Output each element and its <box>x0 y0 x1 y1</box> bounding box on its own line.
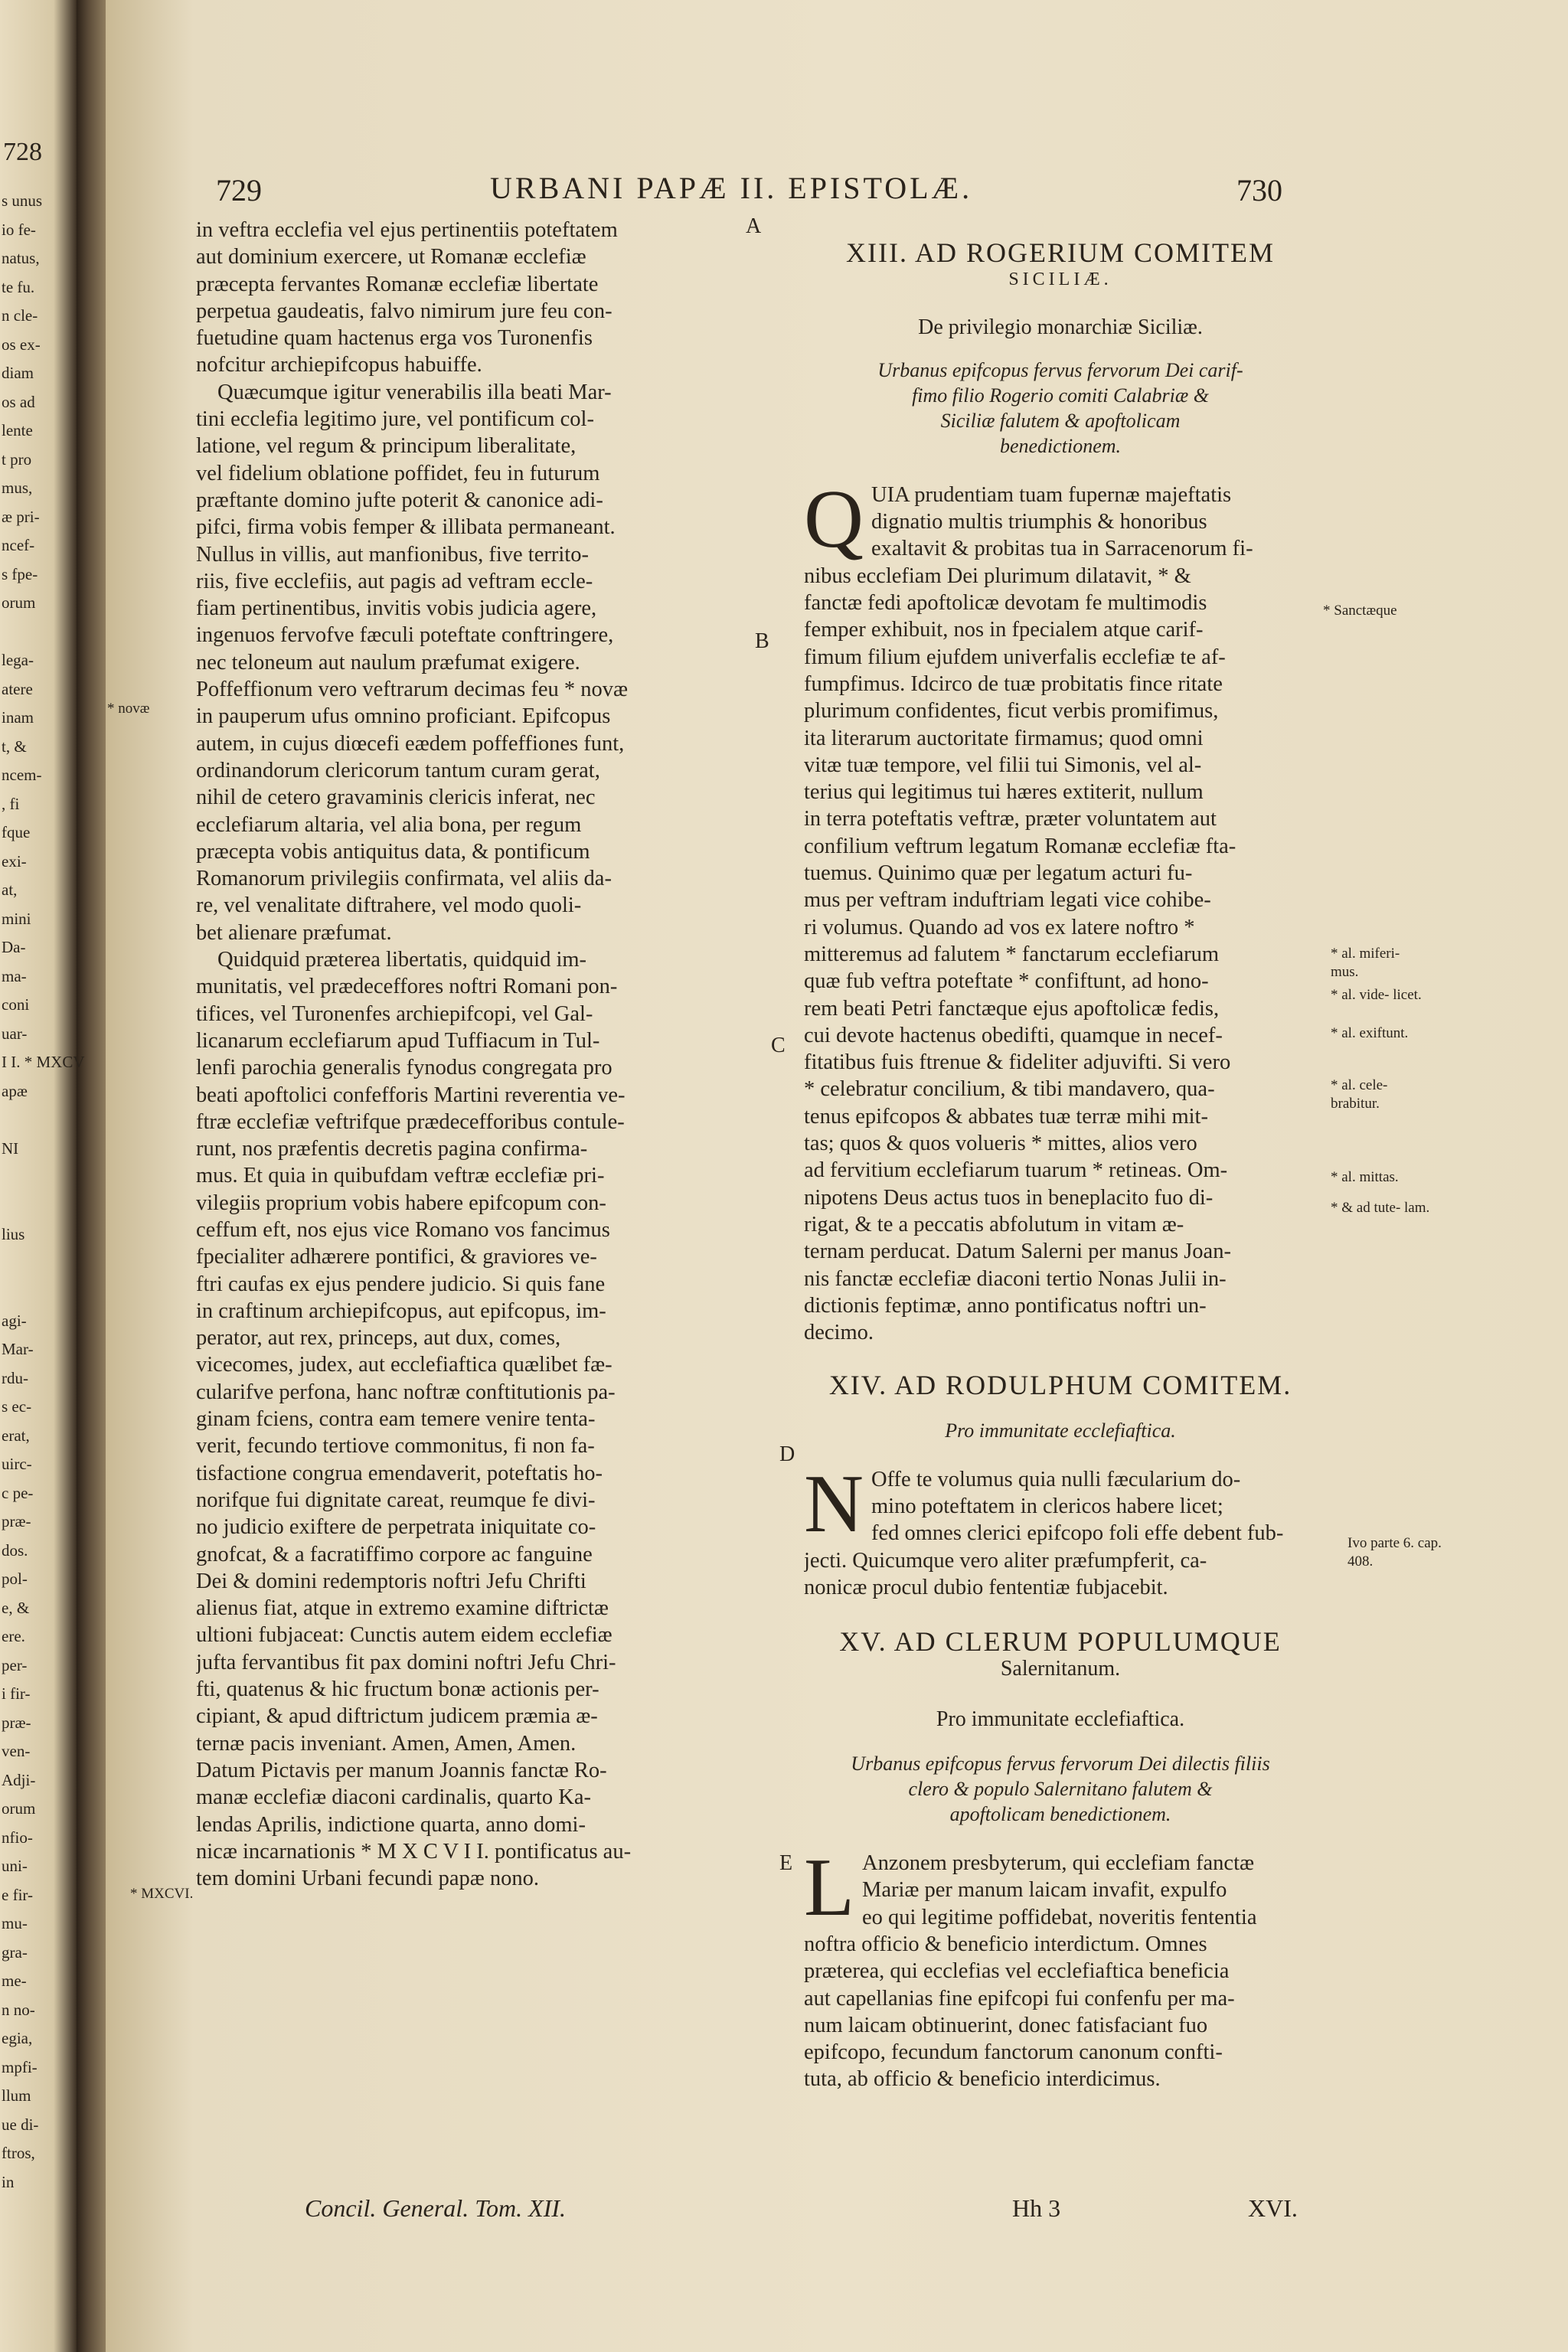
text-line: fanctæ fedi apoftolicæ devotam fe multimodis <box>804 591 1207 616</box>
text-line: munitatis, vel prædeceffores noftri Romani pon- <box>196 975 618 999</box>
text-line: perpetua gaudeatis, falvo nimirum jure feu con- <box>196 299 612 323</box>
margin-letter-c: C <box>771 1034 786 1057</box>
left-page-fragment: agi- <box>2 1311 27 1330</box>
salutation-line: Urbanus epifcopus fervus fervorum Dei carif- <box>877 358 1243 381</box>
text-line: epifcopo, fecundum fanctorum canonum confti- <box>804 2040 1223 2065</box>
column-right <box>804 237 1317 2093</box>
margin-letter-e: E <box>779 1851 793 1875</box>
left-page-fragment: io fe- <box>2 220 36 239</box>
margin-note-ivo: Ivo parte 6. cap. 408. <box>1348 1535 1442 1570</box>
left-page-fragment: lente <box>2 421 33 439</box>
text-line: ingenuos fervofve fæculi poteftate conftringere, <box>196 623 614 648</box>
text-line: lenfi parochia generalis fynodus congregata pro <box>196 1056 612 1080</box>
left-page-fragment: ue di- <box>2 2115 39 2134</box>
text-line: in veftra ecclefia vel ejus pertinentiis poteftatem <box>196 218 618 242</box>
text-line: tas; quos & quos volueris * mittes, alios vero <box>804 1132 1197 1156</box>
margin-note-novae: * novæ <box>107 701 150 717</box>
text-line: re, vel venalitate diftrahere, vel modo quoli- <box>196 893 582 918</box>
margin-note-5: * al. cele- brabitur. <box>1331 1077 1388 1112</box>
text-line: fimum filium ejufdem univerfalis ecclefiæ te af- <box>804 645 1226 669</box>
left-page-fragment: orum <box>2 593 36 612</box>
dropcap-n: N <box>804 1458 864 1550</box>
left-page-fragment: præ- <box>2 1512 31 1530</box>
text-line: præftante domino jufte poterit & canonice adi- <box>196 488 603 512</box>
column-left <box>196 217 741 1892</box>
text-line: ternam perducat. Datum Salerni per manus Joan- <box>804 1240 1231 1264</box>
margin-note-2: * al. miferi- mus. <box>1331 946 1400 980</box>
left-page-fragment: e, & <box>2 1598 30 1617</box>
left-page-fragment: t pro <box>2 449 32 469</box>
left-page-fragment: n cle- <box>2 306 38 325</box>
text-line: Poffeffionum vero veftrarum decimas feu * novæ <box>196 678 629 702</box>
text-line: fti, quatenus & hic fructum bonæ actionis per- <box>196 1677 599 1702</box>
text-line: UIA prudentiam tuam fupernæ majeftatis <box>871 482 1232 507</box>
text-line: nipotens Deus actus tuos in beneplacito fuo di- <box>804 1185 1214 1210</box>
text-line: Anzonem presbyterum, qui ecclefiam fanctæ <box>861 1851 1254 1876</box>
text-line: Offe te volumus quia nulli fæcularium do- <box>871 1467 1241 1491</box>
salutation-line: fimo filio Rogerio comiti Calabriæ & <box>912 384 1209 407</box>
margin-note-3: * al. vide- licet. <box>1331 987 1422 1003</box>
text-line: runt, nos præfentis decretis pagina confirma- <box>196 1137 588 1161</box>
text-line: fitatibus fuis ftrenue & fideliter adjuvifti. Si vero <box>804 1050 1231 1075</box>
text-line: quæ fub veftra poteftate * confiftunt, ad hono- <box>804 969 1209 994</box>
left-page-fragment: mpfi- <box>2 2057 38 2076</box>
left-page-fragment: ma- <box>2 966 27 985</box>
text-line: mitteremus ad falutem * fanctarum ecclefiarum <box>804 942 1220 966</box>
text-line: manæ ecclefiæ diaconi cardinalis, quarto Ka- <box>196 1785 591 1810</box>
left-page-fragment: gra- <box>2 1942 28 1962</box>
left-page-fragment: Mar- <box>2 1340 34 1358</box>
text-line: alienus fiat, atque in extremo examine diftrictæ <box>196 1596 609 1621</box>
left-page-fragment: ven- <box>2 1742 31 1760</box>
text-line: verit, fecundo tertiove commonitus, fi non fa- <box>196 1434 595 1459</box>
text-line: nibus ecclefiam Dei plurimum dilatavit, * & <box>804 564 1191 588</box>
text-line: ita literarum auctoritate firmamus; quod omni <box>804 726 1204 750</box>
text-line: * celebratur concilium, & tibi mandavero, qua- <box>804 1077 1215 1102</box>
left-page-fragment: coni <box>2 995 30 1014</box>
left-page-fragment: me- <box>2 1971 27 1990</box>
text-line: ftræ ecclefiæ veftrifque prædecefforibus contule- <box>196 1109 625 1134</box>
left-page-fragment: at, <box>2 880 18 899</box>
text-line: rigat, & te a peccatis abfolutum in vitam æ- <box>804 1212 1184 1236</box>
left-page-fragment: per- <box>2 1655 28 1674</box>
left-page-fragment: NI <box>2 1138 19 1158</box>
left-page-fragment: inam <box>2 708 34 727</box>
text-line: nonicæ procul dubio fententiæ fubjacebit. <box>804 1575 1168 1599</box>
left-page-fragment: fque <box>2 823 31 841</box>
text-line: lendas Aprilis, indictione quarta, anno domi- <box>196 1812 586 1837</box>
text-line: bet alienare præfumat. <box>196 920 392 945</box>
page-number-right: 730 <box>1236 173 1282 207</box>
left-page-fragment: ncef- <box>2 536 35 554</box>
left-page-fragment: os ad <box>2 392 35 411</box>
text-line: aut capellanias fine epifcopi fui confenfu per ma- <box>804 1986 1235 2011</box>
text-line: vicecomes, judex, aut ecclefiaftica quælibet fæ- <box>196 1353 612 1377</box>
left-page-fragment: æ pri- <box>2 507 40 526</box>
text-line: num laicam obtinuerint, donec fatisfaciant fuo <box>804 2013 1208 2037</box>
left-page-fragment: Adji- <box>2 1770 36 1789</box>
section-15-salutation <box>804 1751 1317 1827</box>
text-line: Dei & domini redemptoris noftri Jefu Chrifti <box>196 1569 586 1593</box>
text-line: ultioni fubjaceat: Cunctis autem eidem ecclefiæ <box>196 1623 612 1648</box>
left-page-fragment: i fir- <box>2 1684 31 1703</box>
left-page-fragment: præ- <box>2 1713 31 1732</box>
text-line: terius qui legitimus tui hæres extiterit, nullum <box>804 780 1204 805</box>
left-page-fragment: os ex- <box>2 335 41 354</box>
margin-note-1: * Sanctæque <box>1323 603 1397 619</box>
text-line: nec teloneum aut naulum præfumat exigere. <box>196 650 580 675</box>
text-line: eo qui legitime poffidebat, noveritis fententia <box>861 1905 1257 1929</box>
left-page-fragment: mus, <box>2 479 33 497</box>
text-line: præcepta fervantes Romanæ ecclefiæ libertate <box>196 272 599 296</box>
text-line: ecclefiarum altaria, vel alia bona, per regum <box>196 812 582 837</box>
text-line: fed omnes clerici epifcopo foli effe debent fub- <box>871 1521 1284 1546</box>
left-page-fragment: egia, <box>2 2029 33 2047</box>
text-line: in terra poteftatis veftræ, præter voluntatem aut <box>804 807 1217 831</box>
left-page-fragment: rdu- <box>2 1368 28 1387</box>
left-page-fragment: s ec- <box>2 1397 32 1416</box>
section-15-body <box>804 1842 1317 2093</box>
text-line: ceffum eft, nos ejus vice Romano vos fancimus <box>196 1217 610 1242</box>
text-line: perator, aut rex, princeps, aut dux, comes, <box>196 1326 561 1351</box>
margin-note-6: * al. mittas. <box>1331 1169 1399 1185</box>
left-page-fragment: llum <box>2 2086 31 2105</box>
text-line: præterea, qui ecclefias vel ecclefiaftica beneficia <box>804 1959 1230 1984</box>
text-line: vitæ tuæ tempore, vel filii tui Simonis, vel al- <box>804 753 1202 777</box>
left-page-fragment: natus, <box>2 249 40 267</box>
text-line: tifices, vel Turonenfes archiepifcopi, vel Gal- <box>196 1001 593 1026</box>
text-line: fumpfimus. Idcirco de tuæ probitatis fince ritate <box>804 671 1223 696</box>
left-page-fragment: pol- <box>2 1570 28 1588</box>
left-page-fragment: ere. <box>2 1627 25 1645</box>
text-line: Nullus in villis, aut manfionibus, five territo- <box>196 542 589 567</box>
text-line: fuetudine quam hactenus erga vos Turonenfis <box>196 326 593 351</box>
left-page-fragment: te fu. <box>2 277 35 296</box>
section-13-body <box>804 473 1317 1347</box>
left-page-fragment: uni- <box>2 1857 28 1875</box>
left-page-fragment: mini <box>2 909 31 928</box>
text-line: cularifve perfona, hanc noftræ conftitutionis pa- <box>196 1380 616 1404</box>
book-spine <box>77 0 106 2352</box>
text-line: jecti. Quicumque vero aliter præfumpferit, ca- <box>804 1548 1207 1573</box>
text-line: nihil de cetero gravaminis clericis inferat, nec <box>196 786 596 810</box>
left-page-fragment: orum <box>2 1799 36 1818</box>
left-page-fragment: dos. <box>2 1540 28 1560</box>
text-line: in craftinum archiepifcopus, aut epifcopus, im- <box>196 1298 606 1323</box>
left-page-fragment: lega- <box>2 651 34 669</box>
margin-letter-a: A <box>746 214 762 238</box>
footer-volume: Concil. General. Tom. XII. <box>305 2194 567 2222</box>
left-page-fragment: uirc- <box>2 1455 32 1473</box>
left-page-fragment: apæ <box>2 1081 28 1100</box>
left-page-fragment: uar- <box>2 1024 28 1043</box>
left-page-fragment: ncem- <box>2 766 42 784</box>
text-line: tuta, ab officio & beneficio interdicimus. <box>804 2067 1161 2092</box>
text-line: jufta fervantibus fit pax domini noftri Jefu Chri- <box>196 1650 616 1674</box>
text-line: ftri caufas ex ejus pendere judicio. Si quis fane <box>196 1272 606 1296</box>
text-line: vilegiis proprium vobis habere epifcopum con- <box>196 1191 606 1215</box>
text-line: pifci, firma vobis femper & illibata permaneant. <box>196 515 616 540</box>
salutation-line: clero & populo Salernitano falutem & <box>908 1778 1213 1801</box>
text-line: nicæ incarnationis * M X C V I I. pontificatus au- <box>196 1839 632 1864</box>
left-page-fragment: mu- <box>2 1914 28 1932</box>
left-page-fragment: Da- <box>2 938 26 956</box>
text-line: decimo. <box>804 1321 874 1345</box>
left-page-fragment: lius <box>2 1225 25 1243</box>
footer-catchword: XVI. <box>1248 2194 1298 2222</box>
dropcap-l: L <box>804 1842 854 1934</box>
left-page-fragment: ftros, <box>2 2144 35 2162</box>
text-line: femper exhibuit, nos in fpecialem atque carif- <box>804 618 1204 642</box>
text-line: ternæ pacis inveniant. Amen, Amen, Amen. <box>196 1731 577 1756</box>
text-line: præcepta vobis antiquitus data, & pontificum <box>196 839 590 864</box>
text-line: tini ecclefia legitimo jure, vel pontificum col- <box>196 407 594 432</box>
footer-signature: Hh 3 <box>1012 2194 1061 2222</box>
text-line: Quidquid præterea libertatis, quidquid im- <box>217 948 587 972</box>
salutation-line: Urbanus epifcopus fervus fervorum Dei dilectis filiis <box>851 1753 1270 1775</box>
text-line: cui devote hactenus obedifti, quamque in necef- <box>804 1023 1223 1047</box>
text-line: ginam fciens, contra eam temere venire tenta- <box>196 1407 596 1432</box>
text-line: licanarum ecclefiarum apud Tuffiacum in Tul- <box>196 1028 600 1053</box>
text-line: riis, five ecclefiis, aut pagis ad veftram eccle- <box>196 569 593 593</box>
text-line: autem, in cujus diœcefi eædem poffeffiones funt, <box>196 731 625 756</box>
text-line: fpecialiter adhærere pontifici, & graviores ve- <box>196 1245 597 1269</box>
text-line: rem beati Petri fanctæque ejus apoftolicæ fedis, <box>804 996 1220 1021</box>
left-page-fragment: , fi <box>2 794 20 813</box>
text-line: ordinandorum clericorum tantum curam gerat, <box>196 758 600 782</box>
text-line: exaltavit & probitas tua in Sarracenorum fi- <box>871 537 1253 561</box>
text-line: ad fervitium ecclefiarum tuarum * retineas. Om- <box>804 1158 1228 1183</box>
left-page-fragment: c pe- <box>2 1483 34 1502</box>
left-page-fragment: atere <box>2 679 33 698</box>
text-line: gnofcat, & a facratiffimo corpore ac fanguine <box>196 1542 593 1566</box>
left-page-fragment: exi- <box>2 851 27 871</box>
text-line: Datum Pictavis per manum Joannis fanctæ Ro- <box>196 1758 607 1782</box>
text-line: mino poteftatem in clericos habere licet; <box>871 1494 1223 1518</box>
left-page-fragment: nfio- <box>2 1828 33 1847</box>
section-13-rubric: De privilegio monarchiæ Siciliæ. <box>918 315 1203 339</box>
left-page-fragment: s fpe- <box>2 564 38 583</box>
section-14-heading: XIV. AD RODULPHUM COMITEM. <box>828 1370 1292 1401</box>
margin-letter-d: D <box>779 1442 795 1466</box>
section-15-rubric: Pro immunitate ecclefiaftica. <box>936 1707 1185 1731</box>
text-line: aut dominium exercere, ut Romanæ ecclefiæ <box>196 245 586 270</box>
text-line: nofcitur archiepifcopus habuiffe. <box>196 353 482 377</box>
section-14-body <box>804 1458 1317 1601</box>
text-line: mus per veftram induftriam legati vice cohibe- <box>804 888 1211 913</box>
text-line: tisfactione congrua emendaverit, poteftatis ho- <box>196 1461 603 1485</box>
running-title: URBANI PAPÆ II. EPISTOLÆ. <box>490 171 973 205</box>
section-13-salutation <box>804 358 1317 459</box>
text-line: Mariæ per manum laicam invafit, expulfo <box>861 1878 1227 1903</box>
margin-note-7: * & ad tute- lam. <box>1331 1200 1430 1216</box>
section-15-heading: XV. AD CLERUM POPULUMQUE <box>839 1626 1282 1658</box>
page-number-left: 729 <box>216 173 262 207</box>
text-line: tenus epifcopos & abbates tuæ terræ mihi mit- <box>804 1104 1208 1129</box>
left-page-fragment: t, & <box>2 737 27 756</box>
text-line: nis fanctæ ecclefiæ diaconi tertio Nonas Julii in- <box>804 1266 1227 1291</box>
left-page-fragment: erat, <box>2 1426 30 1445</box>
margin-letter-b: B <box>755 629 769 653</box>
text-line: Quæcumque igitur venerabilis illa beati Mar- <box>217 380 612 404</box>
text-line: no judicio exiftere de perpetrata iniquitate co- <box>196 1515 596 1540</box>
salutation-line: apoftolicam benedictionem. <box>949 1803 1171 1826</box>
left-page-fragment: s unus <box>2 191 43 210</box>
text-line: Romanorum privilegiis confirmata, vel aliis da- <box>196 867 612 891</box>
text-line: tem domini Urbani fecundi papæ nono. <box>196 1867 539 1891</box>
text-line: vel fidelium oblatione poffidet, feu in futurum <box>196 461 600 485</box>
salutation-line: benedictionem. <box>999 434 1122 457</box>
text-line: mus. Et quia in quibufdam veftræ ecclefiæ pri- <box>196 1164 605 1188</box>
section-15-subheading: Salernitanum. <box>1000 1657 1121 1681</box>
left-page-fragment: I I. * MXCV <box>2 1053 85 1071</box>
text-line: beati apoftolici confefforis Martini reverentia ve- <box>196 1083 626 1107</box>
text-line: plurimum confidentes, ficut verbis promifimus, <box>804 699 1219 724</box>
text-line: latione, vel regum & principum liberalitate, <box>196 434 577 459</box>
left-page-fragment: diam <box>2 364 34 382</box>
left-page-fragment: in <box>2 2172 15 2191</box>
text-line: tuemus. Quinimo quæ per legatum acturi fu- <box>804 861 1193 886</box>
dropcap-q: Q <box>804 473 864 565</box>
text-line: ri volumus. Quando ad vos ex latere noftro * <box>804 915 1195 939</box>
text-line: dictionis feptimæ, anno pontificatus noftri un- <box>804 1293 1207 1318</box>
section-14-rubric: Pro immunitate ecclefiaftica. <box>945 1419 1176 1442</box>
section-13-subheading: SICILIÆ. <box>1008 270 1112 290</box>
left-page-fragment: e fir- <box>2 1885 33 1904</box>
left-page-number: 728 <box>3 138 42 166</box>
text-line: fiam pertinentibus, invitis vobis judicia agere, <box>196 596 597 621</box>
salutation-line: Siciliæ falutem & apoftolicam <box>940 409 1181 432</box>
text-line: confilium veftrum legatum Romanæ ecclefiæ fta- <box>804 834 1236 858</box>
left-page-fragment: n no- <box>2 2000 35 2019</box>
text-line: dignatio multis triumphis & honoribus <box>871 510 1207 534</box>
text-line: cipiant, & apud diftrictum judicem præmia æ- <box>196 1704 598 1729</box>
text-line: norifque fui dignitate careat, reumque fe divi- <box>196 1488 596 1512</box>
text-line: in pauperum ufus omnino proficiant. Epifcopus <box>196 704 611 729</box>
margin-note-year: * MXCVI. <box>130 1886 194 1902</box>
margin-note-4: * al. exiftunt. <box>1331 1025 1409 1041</box>
section-13-heading: XIII. AD ROGERIUM COMITEM <box>846 237 1275 268</box>
text-line: noftra officio & beneficio interdictum. Omnes <box>804 1932 1207 1956</box>
